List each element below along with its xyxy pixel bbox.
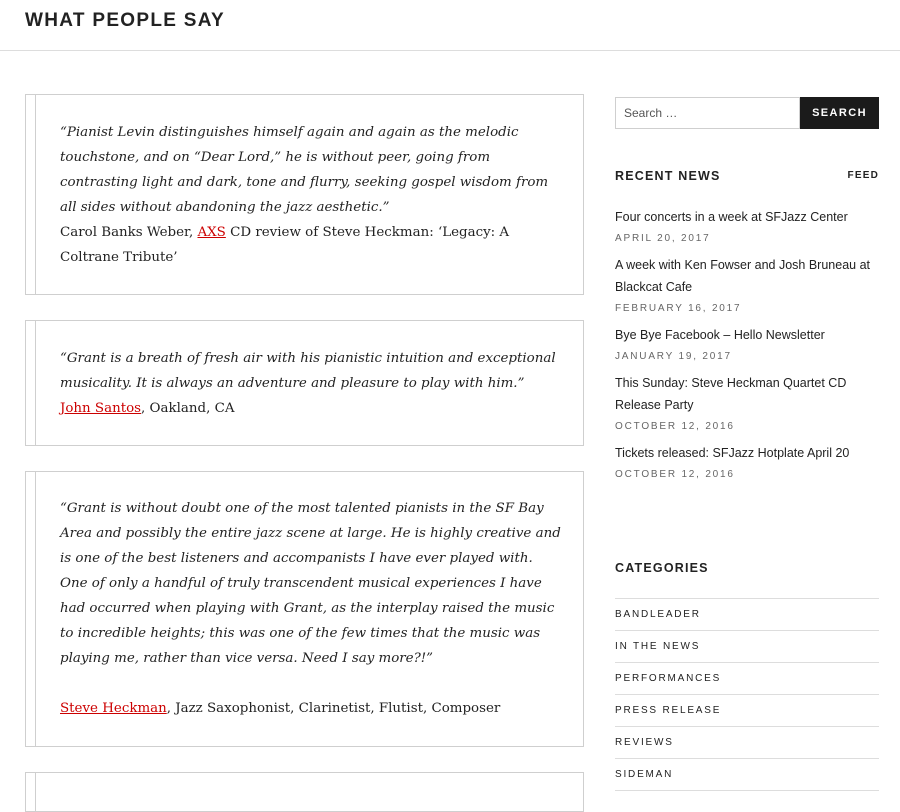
testimonial-source-link[interactable]: AXS [197,225,226,240]
news-date: FEBRUARY 16, 2017 [615,303,742,314]
recent-news-title: RECENT NEWS [615,169,721,183]
search-input[interactable] [615,97,800,129]
testimonial-source-link[interactable]: John Santos [60,401,142,416]
category-link-bandleader[interactable]: BANDLEADER [615,599,879,631]
categories-title: CATEGORIES [615,561,709,575]
news-title-link[interactable]: Tickets released: SFJazz Hotplate April 20 [615,446,850,460]
news-title-link[interactable]: A week with Ken Fowser and Josh Bruneau at Blackcat Cafe [615,258,871,294]
testimonial-source-suffix: , Oakland, CA [141,401,235,416]
testimonial-card [25,94,584,295]
category-link-reviews[interactable]: REVIEWS [615,727,879,759]
category-link-sideman[interactable]: SIDEMAN [615,759,879,791]
testimonial-content [60,496,563,721]
testimonial-source [60,220,563,270]
testimonial-source [60,696,563,721]
testimonial-content [60,120,563,270]
testimonial-quote: “Grant is a breath of fresh air with his pianistic intuition and exceptional musicality. It is always an adventure and pleasure to play with him.” [60,351,556,391]
category-link-performances[interactable]: PERFORMANCES [615,663,879,695]
testimonial-source-suffix: CD review of Steve Heckman: ‘Legacy: A Coltrane Tribute’ [60,225,510,265]
page-header [0,0,900,51]
news-title-link[interactable]: Bye Bye Facebook – Hello Newsletter [615,328,825,342]
recent-news-list [615,206,879,490]
page-title: WHAT PEOPLE SAY [25,10,226,31]
spacer [60,671,563,696]
testimonial-card [25,320,584,446]
testimonial-quote: “Grant is without doubt one of the most talented pianists in the SF Bay Area and possibly the entire jazz scene at large. He is highly creative and is one of the best listeners and accompanists I have ever played with. One of only a handful of truly transcendent musical experiences I have had occurred when playing with Grant, as the interplay raised the music to incredible heights; this was one of the few times that the music was playing me, rather than vice versa. Need I say more?!” [60,501,561,666]
categories-list [615,598,879,791]
news-item [615,254,879,320]
news-date: JANUARY 19, 2017 [615,351,732,362]
testimonial-content [60,346,563,421]
news-date: OCTOBER 12, 2016 [615,421,735,432]
testimonial-source-prefix: Carol Banks Weber, [60,225,198,240]
search-button[interactable]: SEARCH [800,97,879,129]
testimonial-source-suffix: , Jazz Saxophonist, Clarinetist, Flutist, Composer [166,701,501,716]
news-item [615,206,879,250]
category-link-press-release[interactable]: PRESS RELEASE [615,695,879,727]
news-item [615,372,879,438]
testimonial-quote: “Pianist Levin distinguishes himself again and again as the melodic touchstone, and on “Dear Lord,” he is without peer, going from contrasting light and dark, tone and flurry, seeking gospel wisdom from all sides without abandoning the jazz aesthetic.” [60,125,549,215]
news-date: APRIL 20, 2017 [615,233,711,244]
testimonial-card [25,772,584,812]
testimonial-card [25,471,584,747]
category-link-in-the-news[interactable]: IN THE NEWS [615,631,879,663]
feed-link[interactable]: FEED [847,170,879,181]
testimonial-source-link[interactable]: Steve Heckman [60,701,167,716]
news-item [615,324,879,368]
testimonial-source [60,396,563,421]
news-item [615,442,879,486]
news-title-link[interactable]: This Sunday: Steve Heckman Quartet CD Release Party [615,376,847,412]
news-title-link[interactable]: Four concerts in a week at SFJazz Center [615,210,848,224]
news-date: OCTOBER 12, 2016 [615,469,735,480]
